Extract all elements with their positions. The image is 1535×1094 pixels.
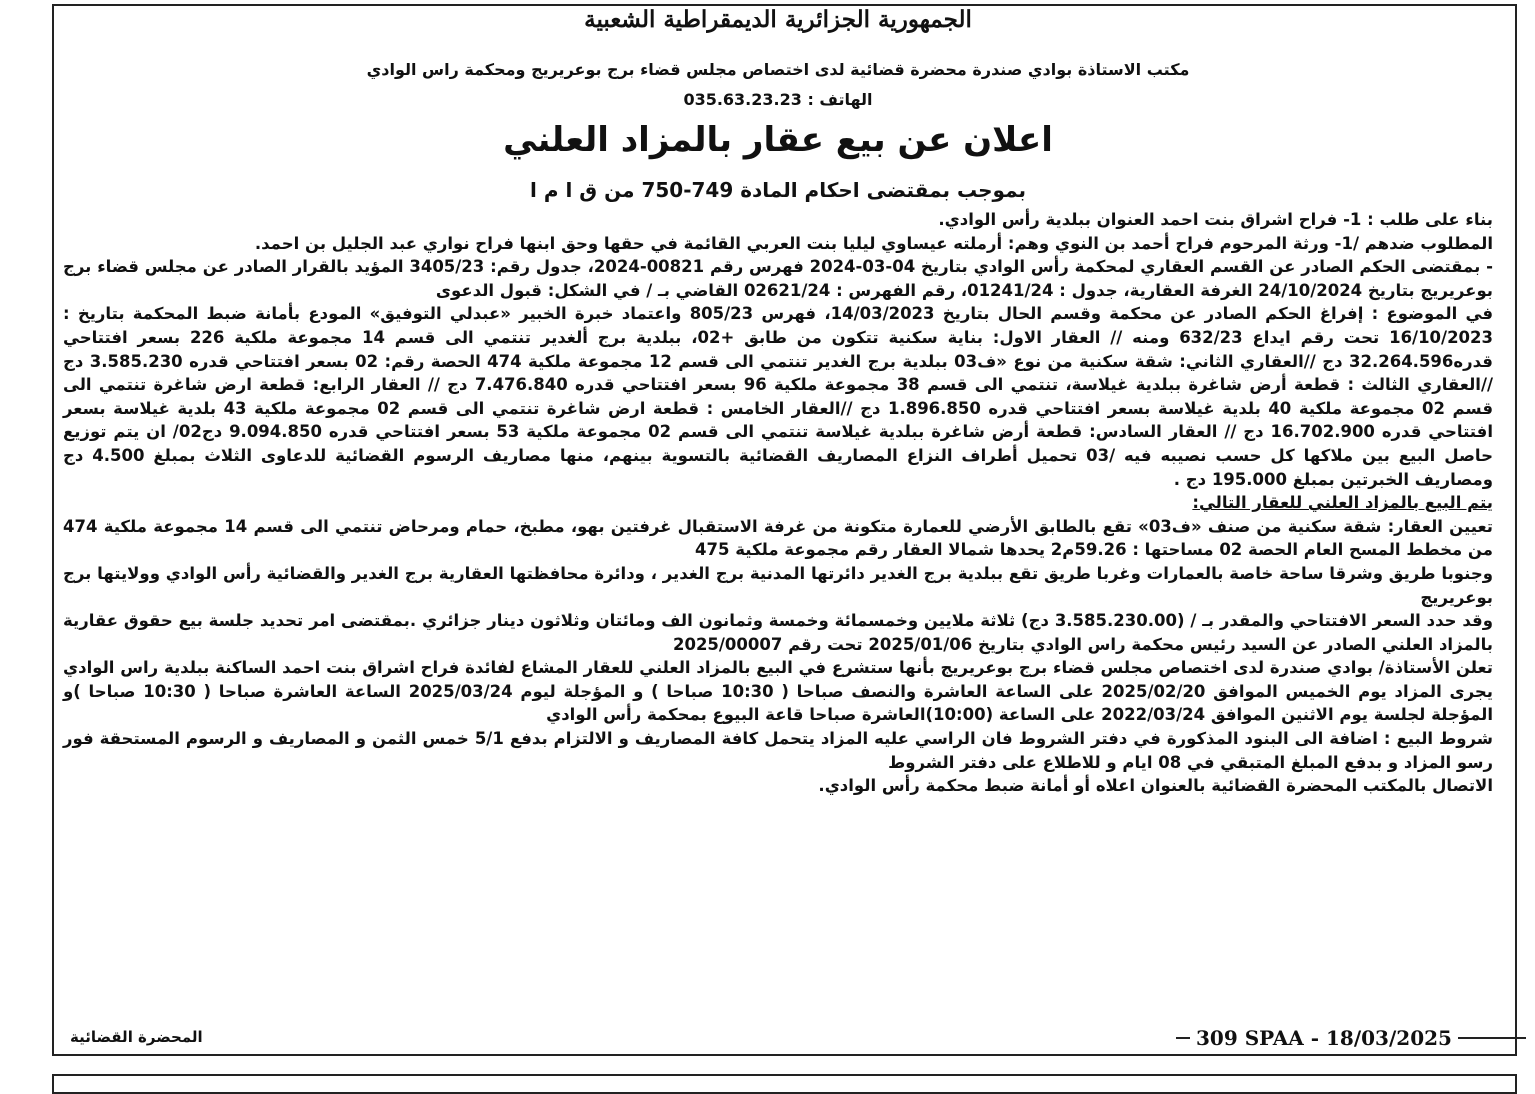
- publication-reference: [1176, 1026, 1526, 1050]
- bailiff-signature: المحضرة القضائية: [70, 1028, 203, 1046]
- property-designation: تعيين العقار: شقة سكنية من صنف «ف03» تقع بالطابق الأرضي للعمارة متكونة من غرفة الاستقبال غرفتين بهو، مطبخ، حمام ومرحاض تنتمي الى قسم 14 مجموعة ملكية 474 من مخطط المسح العام الحصة 02 مساحتها : 59.26م2 يحدها شمالا العقار رقم مجموعة ملكية 475: [63, 516, 1493, 560]
- defendants-paragraph: المطلوب ضدهم /1- ورثة المرحوم فراح أحمد بن النوي وهم: أرملته عيساوي ليليا بنت العربي القائمة في حقها وحق ابنها فراح نواري عبد الجليل بن احمد.: [254, 233, 1493, 253]
- sale-conditions-paragraph: شروط البيع : اضافة الى البنود المذكورة في دفتر الشروط فان الراسي عليه المزاد يتحمل كافة المصاريف و الالتزام بدفع 5/1 خمس الثمن و المصاريف و الرسوم المستحقة فور رسو المزاد و بدفع المبلغ المتبقي في 08 ايام و للاطلاع على دفتر الشروط: [63, 729, 1493, 772]
- announcement-subtitle: بموجب بمقتضى احكام المادة 749-750 من ق ا م ا: [530, 178, 1026, 202]
- reference-number: 309 SPAA - 18/03/2025: [1196, 1026, 1452, 1050]
- phone-line: الهاتف : 035.63.23.23: [683, 90, 873, 109]
- republic-header: الجمهورية الجزائرية الديمقراطية الشعبية: [584, 6, 972, 33]
- judgment-paragraph: - بمقتضى الحكم الصادر عن القسم العقاري لمحكمة رأس الوادي بتاريخ 04-03-2024 فهرس رقم 00821-2024، جدول رقم: 3405/23 المؤيد بالقرار الصادر عن مجلس قضاء برج بوعريريج بتاريخ 24/10/2024 الغرفة العقارية، جدول : 01241/24، رقم الفهرس : 02621/24 القاضي بـ / في الشكل: قبول الدعوى: [63, 257, 1493, 300]
- announcement-body: [63, 208, 1493, 798]
- opening-price-paragraph: وقد حدد السعر الافتتاحي والمقدر بـ / (3.585.230.00 دج) ثلاثة ملايين وخمسمائة وخمسة وثمانون الف ومائتان وثلاثون دينار جزائري .بمقتضى امر تحديد جلسة بيع حقوق عقارية بالمزاد العلني الصادر عن السيد رئيس محكمة راس الوادي بتاريخ 2025/01/06 تحت رقم 2025/00007: [63, 611, 1493, 654]
- announcement-title: اعلان عن بيع عقار بالمزاد العلني: [503, 120, 1053, 160]
- property-boundaries: وجنوبا طريق وشرقا ساحة خاصة بالعمارات وغربا طريق تقع ببلدية برج الغدير دائرتها المدنية برج الغدير ، ودائرة محافظتها العقارية برج الغدير والقضائية رأس الوادي وولايتها برج بوعريريج: [63, 563, 1493, 607]
- next-announcement-frame: [52, 1074, 1517, 1094]
- reference-rule-left: [1176, 1037, 1190, 1039]
- auction-date-paragraph: تعلن الأستاذة/ بوادي صندرة لدى اختصاص مجلس قضاء برج بوعريريج بأنها ستشرع في البيع بالمزاد العلني للعقار المشاع لفائدة فراح اشراق بنت احمد الساكنة ببلدية راس الوادي يجرى المزاد يوم الخميس الموافق 2025/02/20 على الساعة العاشرة والنصف صباحا ( 10:30 صباحا ) و المؤجلة ليوم 2025/03/24 الساعة العاشرة صباحا ( 10:30 صباحا )و المؤجلة لجلسة يوم الاثنين الموافق 2022/03/24 على الساعة (10:00)العاشرة صباحا قاعة البيوع بمحكمة رأس الوادي: [63, 658, 1493, 725]
- requester-paragraph: بناء على طلب : 1- فراح اشراق بنت احمد العنوان ببلدية رأس الوادي.: [938, 210, 1493, 229]
- contact-paragraph: الاتصال بالمكتب المحضرة القضائية بالعنوان اعلاه أو أمانة ضبط محكمة رأس الوادي.: [818, 776, 1493, 796]
- sale-heading: يتم البيع بالمزاد العلني للعقار التالي:: [1192, 493, 1493, 513]
- office-line: مكتب الاستاذة بوادي صندرة محضرة قضائية لدى اختصاص مجلس قضاء برج بوعريريج ومحكمة راس الوادي: [366, 60, 1190, 79]
- subject-paragraph: في الموضوع : إفراغ الحكم الصادر عن محكمة وقسم الحال بتاريخ 14/03/2023، فهرس 805/23 واعتماد خبرة الخبير «عبدلي التوفيق» المودع بأمانة ضبط المحكمة بتاريخ : 16/10/2023 تحت رقم ايداع 632/23 ومنه // العقار الاول: بناية سكنية تتكون من طابق +02، ببلدية برج ألغدير تنتمي الى قسم 14 مجموعة ملكية 226 بسعر افتتاحي قدره32.264.596 دج //العقاري الثاني: شقة سكنية من نوع «ف03 ببلدية برج الغدير تنتمي الى قسم 12 مجموعة ملكية 474 الحصة رقم: 02 بسعر افتتاحي قدره 3.585.230 دج //العقاري الثالث : قطعة أرض شاغرة ببلدية غيلاسة، تنتمي الى قسم 38 مجموعة ملكية 96 بسعر افتتاحي قدره 7.476.840 دج // العقار الرابع: قطعة ارض شاغرة تنتمي الى قسم 02 مجموعة ملكية 40 بلدية غيلاسة بسعر افتتاحي قدره 1.896.850 دج //العقار الخامس : قطعة ارض شاغرة تنتمي الى قسم 02 مجموعة ملكية 43 بلدية غيلاسة بسعر افتتاحي قدره 16.702.900 دج // العقار السادس: قطعة أرض شاغرة ببلدية غيلاسة تنتمي الى قسم 02 مجموعة ملكية 53 بسعر افتتاحي قدره 9.094.850 دج02/ ان يتم توزيع حاصل البيع بين ملاكها كل حسب نصيبه فيه /03 تحميل أطراف النزاع المصاريف القضائية بالتسوية بينهم، منها مصاريف الرسوم القضائية للدعاوى الثلاث بمبلغ 4.500 دج ومصاريف الخبرتين بمبلغ 195.000 دج .: [63, 304, 1494, 489]
- reference-rule-right: [1458, 1037, 1526, 1039]
